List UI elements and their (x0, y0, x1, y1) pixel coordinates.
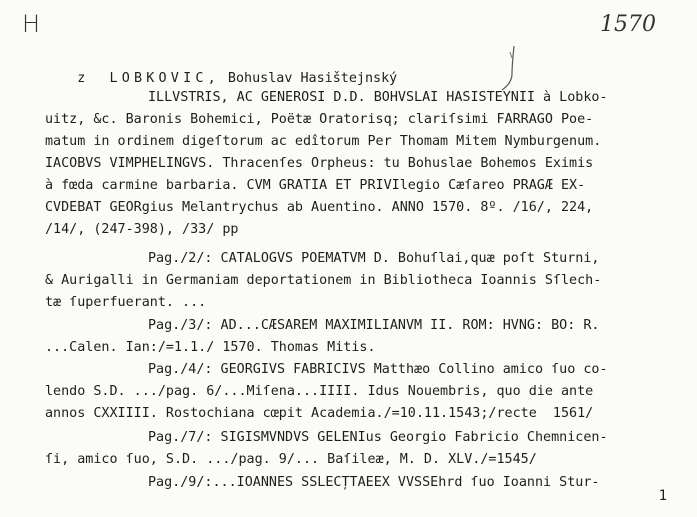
text-line: & Aurigalli in Germaniam deportationem in Bibliotheca Ioannis Sſlech- (45, 273, 602, 288)
text-line: uitz, &c. Baronis Bohemici, Poëtæ Oratorisq; clariſsimi FARRAGO Poe- (45, 112, 594, 127)
text-line: tæ ſuperfuerant. ... (45, 295, 207, 310)
text-line: /14/, (247-398), /33/ pp (45, 222, 239, 237)
text-line: IACOBVS VIMPHELINGVS. Thracenſes Orpheus: tu Bohuslae Bohemos Eximis (45, 156, 594, 171)
text-line: Pag./4/: GEORGIVS FABRICIVS Matthæo Collino amico ſuo co- (148, 362, 608, 377)
text-line: annos CXXIIII. Rostochiana cœpit Academia./=10.11.1543;/recte 1561/ (45, 406, 594, 421)
heading-prefix: z (77, 71, 86, 86)
heading-given: Bohuslav Hasištejnský (227, 71, 398, 86)
heading-surname: LOBKOVIC, (109, 71, 220, 86)
text-line: lendo S.D. .../pag. 6/...Miſena...IIII. Idus Nouembris, quo die ante (45, 384, 594, 399)
page-number: 1 (658, 488, 667, 504)
handwritten-letter: H (22, 10, 41, 38)
text-line: à fœda carmine barbaria. CVM GRATIA ET PRIVIlegio Cæſareo PRAGÆ EX- (45, 178, 586, 193)
pencil-mark-icon (500, 44, 522, 92)
text-line: Pag./3/: AD...CÆSAREM MAXIMILIANVM II. ROM: HVNG: BO: R. (148, 318, 600, 333)
text-line: Pag./9/:...IOANNES SSLECȚTAEEX VVSSEhrd ſuo Ioanni Stur- (148, 475, 600, 490)
text-line: Pag./7/: SIGISMVNDVS GELENIus Georgio Fabricio Chemnicen- (148, 430, 608, 445)
text-line: ſi, amico ſuo, S.D. .../pag. 9/... Baſileæ, M. D. XLV./=1545/ (45, 452, 537, 467)
text-line: Pag./2/: CATALOGVS POEMATVM D. Bohuſlai,quæ poſt Sturni, (148, 251, 600, 266)
handwritten-number: 1570 (600, 12, 656, 37)
text-line: ILLVSTRIS, AC GENEROSI D.D. BOHVSLAI HASISTEYNII à Lobko- (148, 90, 608, 105)
text-line: matum in ordinem digeſtorum ac edîtorum Per Thomam Mitem Nymburgenum. (45, 134, 602, 149)
text-line: CVDEBAT GEORgius Melantrychus ab Auentino. ANNO 1570. 8º. /16/, 224, (45, 200, 594, 215)
text-line: ...Calen. Ian:/=1.1./ 1570. Thomas Mitis. (45, 340, 376, 355)
